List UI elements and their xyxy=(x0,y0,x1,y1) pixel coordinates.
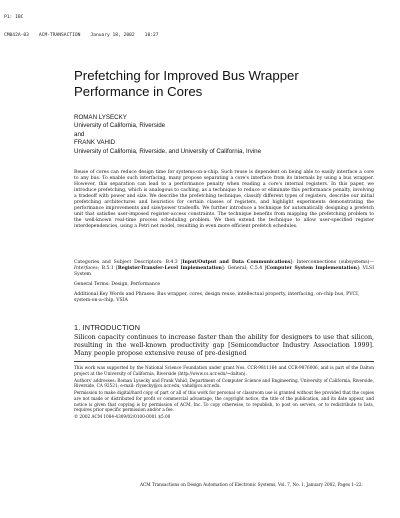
footnote-divider xyxy=(74,361,374,362)
author-conjunction: and xyxy=(74,130,85,138)
footnote-copyright: © 2002 ACM 1084-4309/02/0100-0001 $5.00 xyxy=(74,414,171,420)
author-2-name: FRANK VAHID xyxy=(74,139,116,147)
general-terms: General Terms: Design, Performance xyxy=(74,282,161,287)
header-row xyxy=(4,33,159,39)
section-number: 1. xyxy=(74,323,81,332)
section-title: INTRODUCTION xyxy=(82,323,141,332)
author-2-affiliation: University of California, Riverside, and University of California, Irvine xyxy=(74,147,262,155)
footnote-address: Authors' addresses: Roman Lysecky and Frank Vahid, Department of Computer Science and Engineering, University of California, Riverside, Riverside, CA 92521; e-mail: rlysecky@cs.ucr.edu; vahid@cs.ucr.edu. xyxy=(74,377,374,389)
journal-footer: ACM Transactions on Design Automation of Electronic Systems, Vol. 7, No. 1, January 2002, Pages 1–22. xyxy=(140,482,363,487)
author-block xyxy=(74,114,374,156)
category-1-sub: Interfaces xyxy=(74,266,98,271)
category-2: Register-Transfer-Level Implementation xyxy=(117,266,222,271)
footnote-permission: Permission to make digital/hard copy of part or all of this work for personal or classroom use is granted without fee provided that the copies are not made or distributed for profit or commercial advantage, the copyright notice, the title of the publication, and its date appear, and notice is given that copying is by permission of ACM, Inc. To copy otherwise, to republish, to post on servers, or to redistribute to lists, requires prior specific permission and/or a fee. xyxy=(74,390,374,413)
category-1: Input/Output and Data Communications xyxy=(182,260,291,265)
header-series: ACM-TRANSACTION xyxy=(38,33,81,38)
categories-text: Categories and Subject Descriptors: B.4.3 [ xyxy=(74,260,183,265)
categories-text: ; B.5.1 [ xyxy=(97,266,118,271)
header-line1: P1: IBC xyxy=(4,15,24,20)
categories-text: ]: General; C.5.4 [ xyxy=(221,266,267,271)
paper-title: Prefetching for Improved Bus Wrapper Performance in Cores xyxy=(74,68,299,99)
subject-categories xyxy=(74,260,374,278)
keywords: Additional Key Words and Phrases: Bus wrapper, cores, design reuse, intellectual property, interfacing, on-chip bus, PVCI, system-on-a-chip, VSIA xyxy=(74,292,360,303)
category-3: Computer System Implementation xyxy=(266,266,357,271)
abstract: Reuse of cores can reduce design time for systems-on-a-chip. Such reuse is dependent on being able to easily interface a core to any bus. To enable such interfacing, many propose separating a core's interface from its internals by using a bus wrapper. However, this separation can lead to a performance penalty when reading a core's internal registers. In this paper, we introduce prefetching, which is analogous to caching, as a technique to reduce or eliminate this performance penalty, involving a tradeoff with power and size. We describe the prefetching technique, classify different types of registers, describe our initial prefetching architectures and heuristics for certain classes of registers, and highlight experiments demonstrating the performance improvements and size/power tradeoffs. We further introduce a technique for automatically designing a prefetch unit that satisfies user-imposed register-access constraints. The technique benefits from mapping the prefetching problem to the well-known real-time process scheduling problem. We then extend the technique to allow user-specified register interdependencies, using a Petri net model, resulting in even more efficient prefetch schedules. xyxy=(74,170,374,229)
running-header xyxy=(4,3,159,45)
header-date: January 18, 2002 xyxy=(90,33,135,38)
categories-text: ]: Interconnections (subsystems)— xyxy=(290,260,374,265)
author-1-name: ROMAN LYSECKY xyxy=(74,114,127,121)
author-1-affiliation: University of California, Riverside xyxy=(74,122,166,130)
categories-text: ]: VLSI System xyxy=(74,266,375,277)
header-time: 10:27 xyxy=(144,33,159,38)
footnotes xyxy=(74,365,374,421)
section-heading xyxy=(74,323,140,332)
introduction-text: Silicon capacity continues to increase faster than the ability for designers to use that silicon, resulting in the well-known productivity gap [Semiconductor Industry Association 1999]. Many people propose extensive reuse of pre-designed xyxy=(74,334,374,357)
footnote-support: This work was supported by the National Science Foundation under grant Nos. CCR-9811164 and CCR-9876006, and is part of the Dalton project at the University of California, Riverside (http://www.cs.ucr.edu/~dalton). xyxy=(74,365,374,376)
header-code: CM042A-03 xyxy=(4,33,29,38)
